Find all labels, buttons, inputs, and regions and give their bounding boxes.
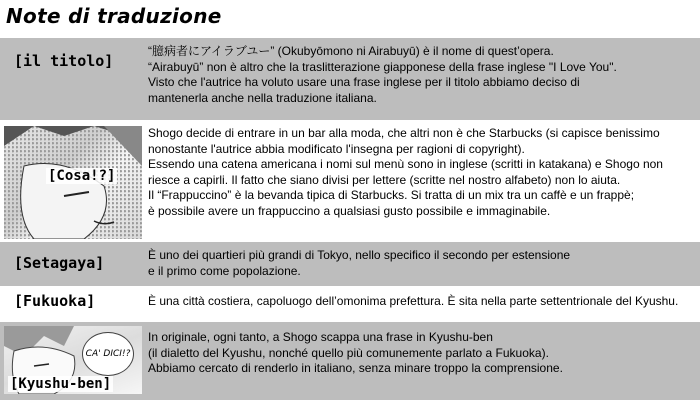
note-row-cosa <box>0 122 700 240</box>
note-line: È una città costiera, capoluogo dell’omonima prefettura. È sita nella parte settentrionale del Kyushu. <box>148 294 679 308</box>
note-label: [Kyushu-ben] <box>10 376 112 392</box>
note-line: “臆病者にアイラブユー” (Okubyōmono ni Airabuyū) è il nome di quest’opera. <box>148 44 554 58</box>
note-line: mantenerla anche nella traduzione italiana. <box>148 90 377 105</box>
note-row-fukuoka <box>0 288 700 320</box>
note-line: riesce a capirli. Il fatto che siano divisi per lettere (scritte nel nostro alfabeto) non lo aiuta. <box>148 172 621 187</box>
note-line: (il dialetto del Kyushu, nonché quello più comunemente parlato a Fukuoka). <box>148 345 549 360</box>
note-line: Visto che l'autrice ha voluto usare una frase inglese per il titolo abbiamo deciso di <box>148 75 580 90</box>
note-body <box>148 44 690 106</box>
note-line: In originale, ogni tanto, a Shogo scappa una frase in Kyushu-ben <box>148 330 493 344</box>
note-label: [il titolo] <box>14 52 114 70</box>
note-row-title <box>0 38 700 120</box>
note-line: Shogo decide di entrare in un bar alla moda, che altri non è che Starbucks (si capisce benissimo <box>148 126 660 140</box>
speech-bubble: CA' DICI!? <box>82 332 134 376</box>
note-row-kyushu-ben <box>0 322 700 400</box>
note-line: È uno dei quartieri più grandi di Tokyo, nello specifico il secondo per estensione <box>148 248 571 262</box>
note-row-setagaya <box>0 242 700 286</box>
note-body <box>148 330 690 377</box>
manga-panel-image <box>4 126 142 239</box>
note-label: [Fukuoka] <box>14 292 96 310</box>
note-line: e il primo come popolazione. <box>148 263 301 278</box>
page-title: Note di traduzione <box>6 4 222 28</box>
note-body <box>148 126 690 220</box>
note-line: è possibile avere un frappuccino a qualsiasi gusto possibile e immaginabile. <box>148 203 551 218</box>
note-label: [Setagaya] <box>14 254 105 272</box>
note-label: [Cosa!?] <box>48 168 116 184</box>
note-line: nonostante l'autrice abbia modificato l'insegna per ragioni di copyright). <box>148 141 525 156</box>
note-line: Il “Frappuccino” è la bevanda tipica di Starbucks. Si tratta di un mix tra un caffè e un frappè; <box>148 188 635 203</box>
note-line: Essendo una catena americana i nomi sul menù sono in inglese (scritti in katakana) e Shogo non <box>148 157 663 172</box>
note-body <box>148 294 690 310</box>
manga-panel-image <box>4 326 142 394</box>
note-line: “Airabuyū” non è altro che la traslitterazione giapponese della frase inglese "I Love You". <box>148 59 617 74</box>
note-line: Abbiamo cercato di renderlo in italiano, senza minare troppo la comprensione. <box>148 361 563 376</box>
note-body <box>148 248 690 279</box>
